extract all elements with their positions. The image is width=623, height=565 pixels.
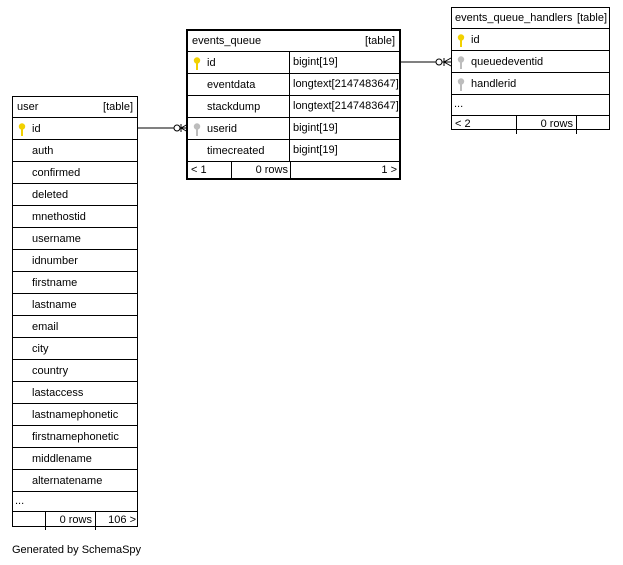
table-kind: [table]	[365, 35, 395, 47]
column-name: stackdump	[207, 101, 261, 113]
table-header	[188, 31, 399, 52]
column-name: alternatename	[32, 475, 103, 487]
table-footer	[188, 162, 399, 180]
relationship-user-events-queue	[138, 124, 188, 132]
table-name: user	[17, 101, 39, 113]
table-footer	[452, 116, 609, 134]
column-name: queuedeventid	[471, 56, 544, 68]
column-row-auth[interactable]	[13, 140, 137, 162]
column-row-firstnamephonetic[interactable]	[13, 426, 137, 448]
column-name: country	[32, 365, 69, 377]
column-name: eventdata	[207, 79, 256, 91]
column-type: bigint[19]	[289, 52, 338, 73]
children-count-empty	[576, 116, 611, 134]
relationship-events-queue-handlers	[400, 58, 451, 66]
foreign-key-icon	[193, 123, 201, 136]
row-count: 0 rows	[231, 162, 291, 180]
column-row-country[interactable]	[13, 360, 137, 382]
column-name: userid	[207, 123, 237, 135]
table-events-queue-handlers[interactable]	[451, 7, 610, 130]
column-row-handlerid[interactable]	[452, 73, 609, 95]
column-row-deleted[interactable]	[13, 184, 137, 206]
column-name: mnethostid	[32, 211, 86, 223]
column-row-timecreated[interactable]	[188, 140, 399, 162]
parents-count: < 1	[191, 164, 207, 176]
column-name: handlerid	[471, 78, 517, 90]
column-name: email	[32, 321, 59, 333]
column-row-id[interactable]	[452, 29, 609, 51]
column-name: deleted	[32, 189, 69, 201]
table-user[interactable]	[12, 96, 138, 527]
column-name: middlename	[32, 453, 92, 465]
more-columns	[13, 492, 137, 512]
column-row-mnethostid[interactable]	[13, 206, 137, 228]
parents-count-empty	[16, 512, 44, 530]
column-row-lastname[interactable]	[13, 294, 137, 316]
column-name: lastname	[32, 299, 77, 311]
column-row-email[interactable]	[13, 316, 137, 338]
column-row-lastnamephonetic[interactable]	[13, 404, 137, 426]
table-name: events_queue	[192, 35, 262, 47]
column-name: firstnamephonetic	[32, 431, 119, 443]
column-row-id[interactable]	[13, 118, 137, 140]
column-row-idnumber[interactable]	[13, 250, 137, 272]
ellipsis-label: ...	[454, 98, 464, 110]
column-name: city	[32, 343, 49, 355]
column-name: username	[32, 233, 81, 245]
ellipsis-label: ...	[15, 495, 25, 507]
column-row-middlename[interactable]	[13, 448, 137, 470]
row-count: 0 rows	[516, 116, 573, 134]
column-row-firstname[interactable]	[13, 272, 137, 294]
column-type: longtext[2147483647]	[289, 74, 399, 95]
column-name: timecreated	[207, 145, 265, 157]
primary-key-icon	[193, 57, 201, 70]
column-type: bigint[19]	[289, 118, 338, 139]
column-name: auth	[32, 145, 54, 157]
table-name: events_queue_handlers	[455, 12, 573, 24]
column-row-stackdump[interactable]	[188, 96, 399, 118]
foreign-key-icon	[457, 56, 465, 69]
column-name: lastaccess	[32, 387, 84, 399]
table-kind: [table]	[577, 12, 607, 24]
column-name: id	[471, 34, 480, 46]
generator-caption: Generated by SchemaSpy	[12, 544, 142, 556]
column-row-userid[interactable]	[188, 118, 399, 140]
table-header	[452, 8, 609, 29]
column-row-city[interactable]	[13, 338, 137, 360]
column-row-lastaccess[interactable]	[13, 382, 137, 404]
column-row-queuedeventid[interactable]	[452, 51, 609, 73]
column-type: bigint[19]	[289, 140, 338, 161]
column-name: lastnamephonetic	[32, 409, 119, 421]
column-row-confirmed[interactable]	[13, 162, 137, 184]
column-name: confirmed	[32, 167, 81, 179]
column-name: id	[207, 57, 216, 69]
table-footer	[13, 512, 137, 530]
children-count: 1 >	[290, 162, 397, 180]
column-row-username[interactable]	[13, 228, 137, 250]
foreign-key-icon	[457, 78, 465, 91]
children-count: 106 >	[95, 512, 136, 530]
column-name: idnumber	[32, 255, 78, 267]
more-columns	[452, 95, 609, 116]
column-row-eventdata[interactable]	[188, 74, 399, 96]
row-count: 0 rows	[45, 512, 95, 530]
parents-count: < 2	[455, 118, 471, 130]
column-name: id	[32, 123, 41, 135]
primary-key-icon	[18, 123, 26, 136]
column-name: firstname	[32, 277, 78, 289]
column-type: longtext[2147483647]	[289, 96, 399, 117]
table-kind: [table]	[103, 101, 133, 113]
primary-key-icon	[457, 34, 465, 47]
table-header	[13, 97, 137, 118]
column-row-id[interactable]	[188, 52, 399, 74]
table-events-queue[interactable]	[186, 29, 401, 180]
column-row-alternatename[interactable]	[13, 470, 137, 492]
